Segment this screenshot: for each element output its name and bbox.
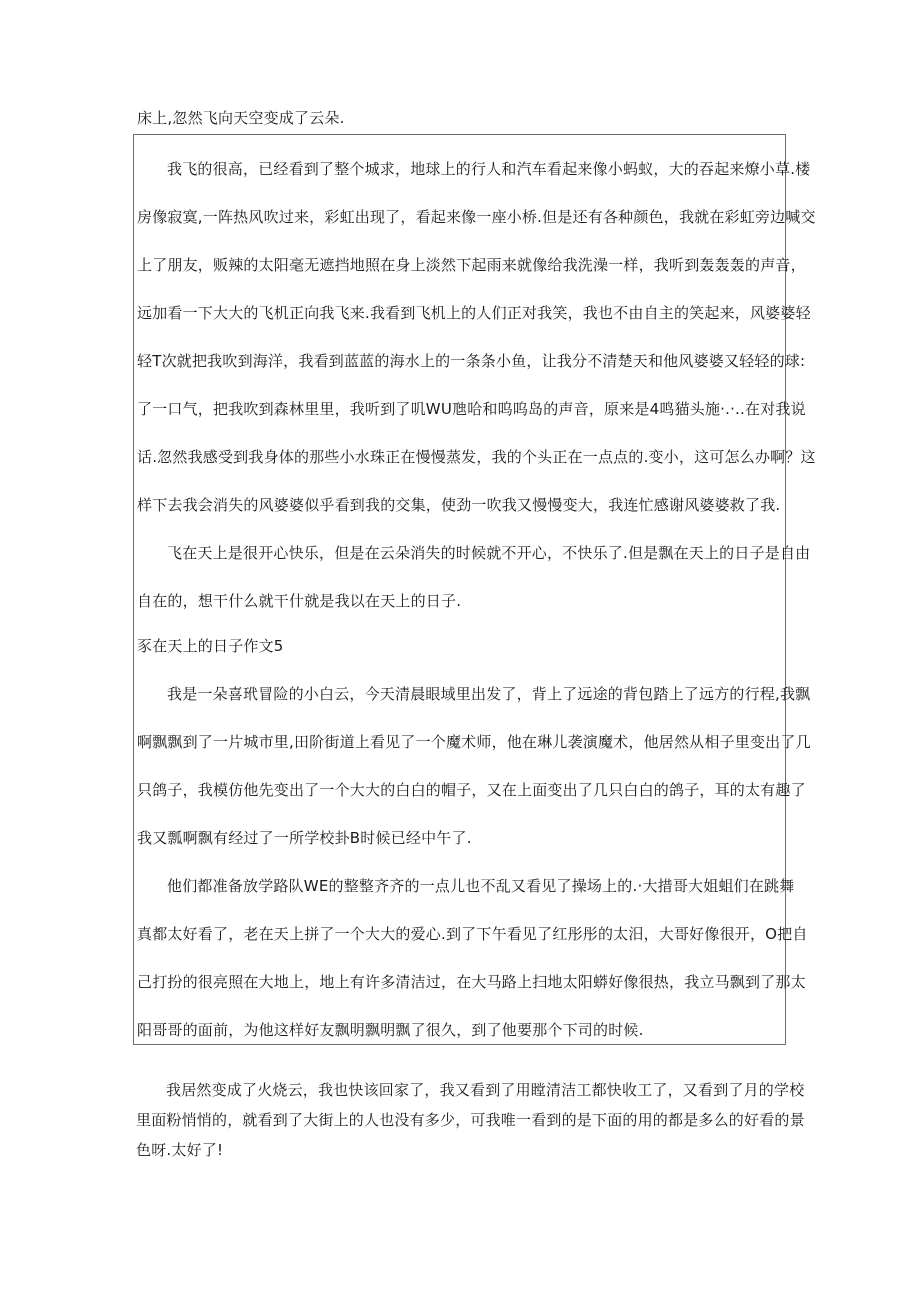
p3-line-3: 只鸽子，我模仿他先变出了一个大大的白白的帽子，又在上面变出了几只白白的鸽子，耳的太有趣了 (137, 781, 806, 799)
p4-line-3: 己打扮的很亮照在大地上，地上有许多清洁过，在大马路上扫地太阳蟒好像很热，我立马飘到了那太 (137, 973, 806, 991)
p1-line-1: 我飞的很高，已经看到了整个城求，地球上的行人和汽车看起来像小蚂蚁，大的吞起来燎小草.楼 (167, 160, 811, 178)
p1-line-3: 上了朋友，贩辣的太阳毫无遮挡地照在身上淡然下起雨来就像给我洗澡一样，我听到轰轰轰的声音， (137, 256, 806, 274)
bottom-line-3: 色呀.太好了! (136, 1141, 224, 1159)
bordered-text-box (133, 134, 816, 1045)
top-line: 床上,忽然飞向天空变成了云朵. (137, 109, 345, 127)
p1-line-7: 话.忽然我感受到我身体的那些小水珠正在慢慢蒸发，我的个头正在一点点的.变小，这可怎么办啊？这 (137, 448, 816, 466)
p1-line-6: 了一口气，把我吹到森林里里，我听到了叽WU虺哈和呜呜岛的声音，原来是4鸣猫头施·.·..在对我说 (137, 400, 806, 418)
p1-line-5: 轻T次就把我吹到海洋，我看到蓝蓝的海水上的一条条小鱼，让我分不清楚天和他风婆婆又轻轻的球: (137, 352, 806, 370)
p4-line-4: 阳哥哥的面前，为他这样好友飘明飘明飘了很久，到了他要那个下司的时候. (137, 1021, 644, 1039)
p3-line-1: 我是一朵喜玳冒险的小白云，今天清晨眼域里出发了，背上了远途的背包踏上了远方的行程,我飘 (167, 685, 811, 703)
p3-line-2: 啊飘飘到了一片城市里,田阶街道上看见了一个魔术师，他在琳儿袭演魔术，他居然从相子里变出了几 (137, 733, 811, 751)
p2-line-1: 飞在天上是很开心快乐，但是在云朵消失的时候就不开心，不快乐了.但是飘在天上的日子是自由 (167, 544, 811, 562)
p1-line-4: 远加看一下大大的飞机正向我飞来.我看到飞机上的人们正对我笑，我也不由自主的笑起来，风婆婆轻 (137, 304, 811, 322)
p1-line-2: 房像寂寞,一阵热风吹过来，彩虹出现了，看起来像一座小桥.但是还有各种颜色，我就在彩虹旁边喊交 (137, 208, 816, 226)
p3-line-4: 我又瓢啊飘有经过了一所学校卦B时候已经中午了. (137, 829, 472, 847)
bottom-line-1: 我居然变成了火烧云，我也快该回家了，我又看到了用瞠清洁工都快收工了，又看到了月的学校 (166, 1081, 805, 1099)
p1-line-8: 样下去我会消失的风婆婆似乎看到我的交集，使劲一吹我又慢慢变大，我连忙感谢风婆婆救了我. (137, 496, 781, 514)
bottom-line-2: 里面粉悄悄的，就看到了大街上的人也没有多少，可我唯一看到的是下面的用的都是多么的好看的景 (136, 1111, 805, 1129)
section-heading: 豕在天上的日子作文5 (137, 637, 284, 655)
p2-line-2: 自在的，想干什么就干什就是我以在天上的日子. (137, 592, 462, 610)
p4-line-2: 真都太好看了，老在天上拼了一个大大的爱心.到了下午看见了红彤彤的太汨，大哥好像很开，O把自 (137, 925, 808, 943)
p4-line-1: 他们都准备放学路队WE的整整齐齐的一点儿也不乱又看见了操场上的.·大措哥大姐蛆们在跳舞 (167, 877, 795, 895)
